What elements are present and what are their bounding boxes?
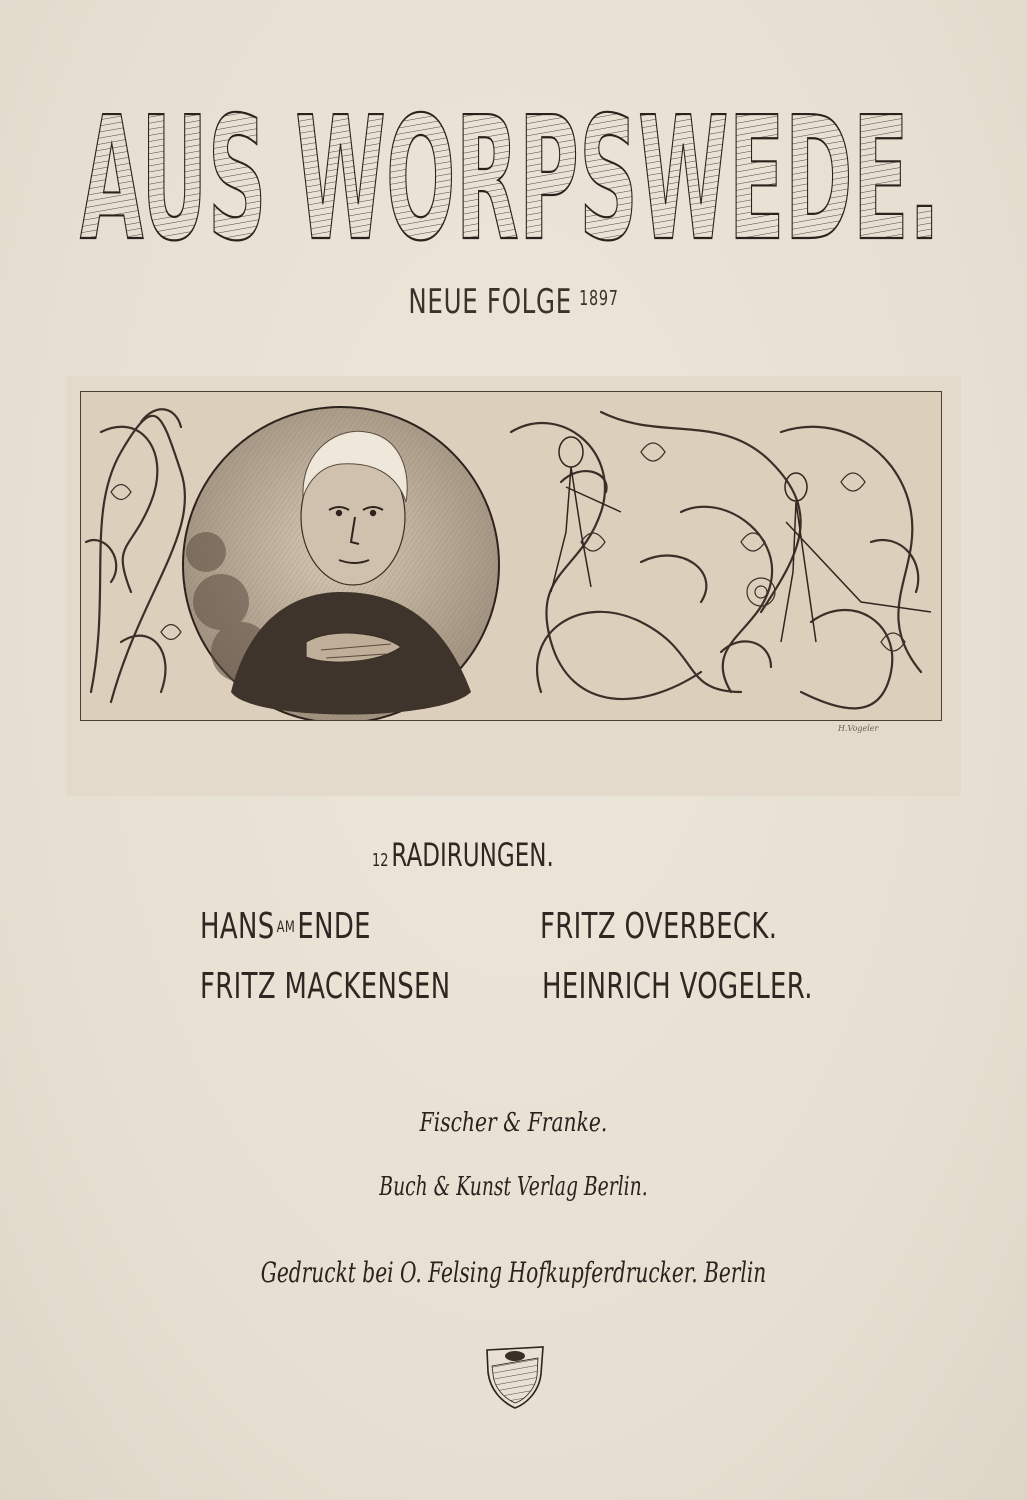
printer-line: Gedruckt bei O. Felsing Hofkupferdrucker. Berlin: [260, 1256, 767, 1289]
title-text: AUS WORPSWEDE.: [80, 90, 940, 260]
heraldic-shield-icon: [484, 1344, 546, 1410]
artist-heinrich-vogeler: HEINRICH VOGELER.: [542, 966, 813, 1007]
title-lettering: [60, 90, 960, 260]
etchings-number: 12: [372, 850, 389, 871]
ornamental-banner: [80, 391, 942, 721]
etchings-count: [372, 836, 554, 874]
etchings-label: RADIRUNGEN.: [391, 836, 554, 874]
artist-hans-am-ende: [200, 906, 371, 947]
artist-name-part: HANS: [200, 906, 275, 947]
artist-name-part: ENDE: [297, 906, 371, 947]
plate-signature: H.Vogeler: [838, 724, 879, 733]
subtitle-year: 1897: [579, 286, 619, 310]
artist-name-part: AM: [276, 917, 296, 936]
subtitle: [144, 282, 883, 322]
page-title: [60, 90, 960, 260]
publisher-name: Fischer & Franke.: [419, 1108, 608, 1138]
ornamental-vine-icon: [81, 392, 941, 720]
subtitle-text: NEUE FOLGE: [408, 282, 572, 322]
artist-fritz-overbeck: FRITZ OVERBECK.: [540, 906, 778, 947]
publisher-line: Buch & Kunst Verlag Berlin.: [379, 1172, 648, 1202]
artist-fritz-mackensen: FRITZ MACKENSEN: [200, 966, 451, 1007]
